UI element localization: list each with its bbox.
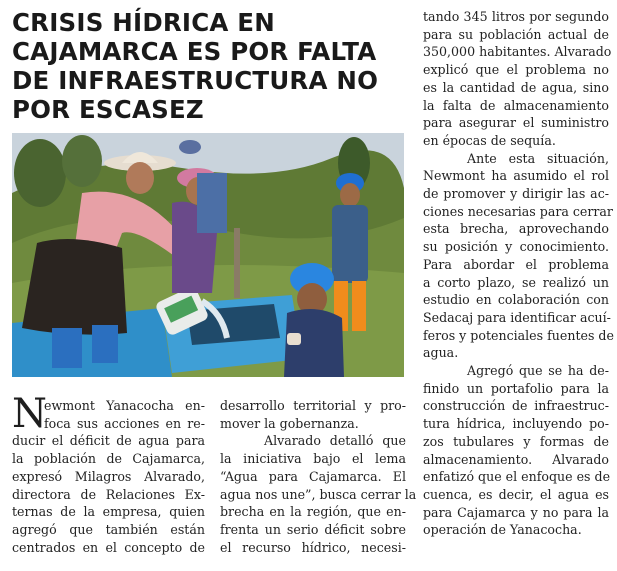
- text-line: agregó que también están: [12, 521, 205, 537]
- text-line: enfatizó que el enfoque es de: [423, 469, 611, 485]
- text-line: el recurso hídrico, necesi-: [220, 539, 406, 555]
- text-line: Agregó que se ha de-: [467, 363, 609, 379]
- text-line: construcción de infraestruc-: [423, 398, 609, 414]
- black-skirt: [22, 239, 127, 335]
- text-line: finido un portafolio para la: [423, 380, 609, 396]
- text-line: Para abordar el problema: [423, 256, 609, 272]
- text-line: ducir el déficit de agua para: [12, 433, 205, 449]
- text-line: ciones necesarias para cerrar: [423, 203, 613, 219]
- text-line: brecha en la región, que en-: [220, 504, 406, 520]
- headline-line: CAJAMARCA ES POR FALTA: [12, 37, 377, 66]
- drop-cap: N: [12, 391, 47, 437]
- text-line: la población de Cajamarca,: [12, 451, 205, 467]
- text-line: para Cajamarca y no para la: [423, 504, 609, 520]
- text-line: Ante esta situación,: [467, 150, 609, 166]
- text-line: tando 345 litros por segundo: [423, 9, 609, 24]
- text-line: agua.: [423, 345, 459, 361]
- headline-line: POR ESCASEZ: [12, 95, 204, 124]
- text-line: 350,000 habitantes. Alvarado: [423, 44, 612, 60]
- text-line: ewmont Yanacocha en-: [44, 398, 205, 413]
- text-line: operación de Yanacocha.: [423, 522, 582, 538]
- column-2: [220, 397, 417, 556]
- text-line: expresó Milagros Alvarado,: [12, 468, 205, 484]
- headline: [12, 8, 404, 124]
- text-line: la falta de almacenamiento: [423, 97, 609, 113]
- face: [340, 183, 360, 207]
- text-line: para su población actual de: [423, 26, 609, 42]
- text-line: para asegurar el suministro: [423, 115, 609, 131]
- text-line: mover la gobernanza.: [220, 415, 359, 431]
- text-line: “Agua para Cajamarca. El: [220, 468, 406, 484]
- text-line: Alvarado detalló que: [264, 433, 406, 449]
- text-line: directora de Relaciones Ex-: [12, 486, 205, 502]
- blue-boot: [52, 328, 82, 368]
- text-line: Sedacaj para identificar acuí-: [423, 309, 611, 325]
- headline-line: DE INFRAESTRUCTURA NO: [12, 66, 379, 95]
- text-line: explicó que el problema no: [423, 62, 609, 78]
- text-line: frenta un serio déficit sobre: [220, 521, 406, 537]
- text-line: almacenamiento. Alvarado: [423, 451, 609, 467]
- text-line: a corto plazo, se realizó un: [423, 274, 609, 290]
- orange-pants: [352, 281, 366, 331]
- column-1: [12, 391, 205, 556]
- column-3: [423, 8, 614, 539]
- face: [126, 162, 154, 194]
- text-line: foca sus acciones en re-: [44, 415, 205, 431]
- jacket: [197, 173, 227, 233]
- text-line: la iniciativa bajo el lema: [220, 451, 406, 467]
- glove: [287, 333, 301, 345]
- text-line: tura hídrica, incluyendo po-: [423, 416, 609, 432]
- tree: [14, 139, 66, 207]
- article-photo: [12, 133, 404, 377]
- text-line: agua nos une”, busca cerrar la: [220, 486, 417, 502]
- work-jacket: [332, 205, 368, 283]
- text-line: Newmont ha asumido el rol: [423, 168, 609, 184]
- photo-illustration: [12, 133, 404, 377]
- fence-post: [234, 228, 240, 298]
- text-line: estudio en colaboración con: [423, 292, 609, 308]
- text-line: ternas de la empresa, quien: [12, 504, 205, 520]
- text-line: es la cantidad de agua, sino: [423, 79, 609, 95]
- text-line: feros y potenciales fuentes de: [423, 327, 614, 343]
- text-line: desarrollo territorial y pro-: [220, 398, 406, 413]
- text-line: de promover y dirigir las ac-: [423, 186, 609, 202]
- text-line: esta brecha, aprovechando: [423, 221, 609, 237]
- cap: [179, 140, 201, 154]
- tree: [62, 135, 102, 187]
- text-line: zos tubulares y formas de: [423, 433, 609, 449]
- headline-line: CRISIS HÍDRICA EN: [12, 8, 275, 37]
- blue-boot: [92, 325, 118, 363]
- text-line: en épocas de sequía.: [423, 132, 556, 148]
- text-line: su posición y conocimiento.: [423, 239, 609, 255]
- text-line: cuenca, es decir, el agua es: [423, 486, 609, 502]
- text-line: centrados en el concepto de: [12, 539, 205, 555]
